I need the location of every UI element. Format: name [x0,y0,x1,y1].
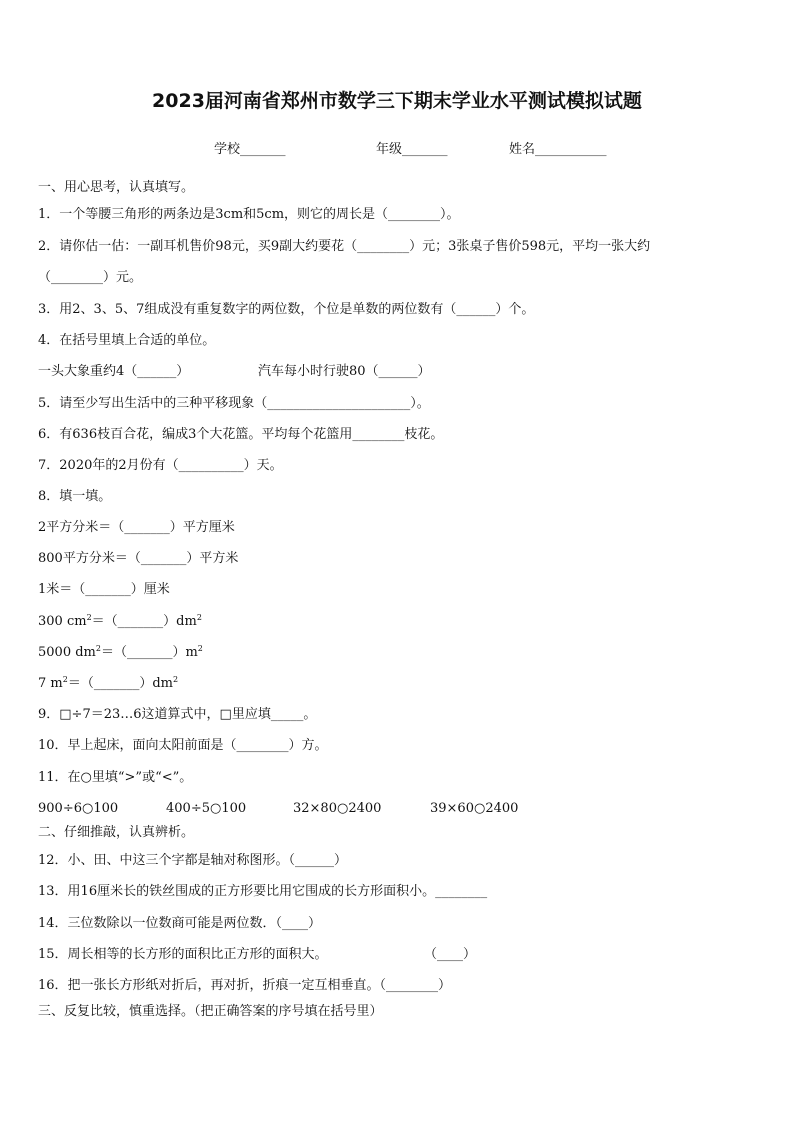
question-14: 14．三位数除以一位数商可能是两位数．（____） [38,916,322,931]
question-11: 11．在○里填“>”或“<”。 [38,770,193,785]
item-e-sup: 2 [95,644,101,653]
question-7: 7．2020年的2月份有（__________）天。 [38,458,283,473]
question-8-item-c: 1米＝（_______）厘米 [38,582,170,597]
question-8-item-d [38,612,202,632]
question-11-item-b: 400÷5○100 [166,801,247,816]
question-13: 13．用16厘米长的铁丝围成的正方形要比用它围成的长方形面积小。________ [38,884,488,899]
item-f-sup2: 2 [172,675,179,684]
item-d-left: 300 cm [38,614,87,629]
question-4-item-b: 汽车每小时行驶80（______） [258,364,431,379]
question-8: 8．填一填。 [38,489,112,504]
question-9: 9．□÷7＝23…6这道算式中，□里应填_____。 [38,707,317,722]
question-8-item-b: 800平方分米＝（_______）平方米 [38,551,239,566]
question-2-line-2: （________）元。 [38,270,143,285]
question-4: 4．在括号里填上合适的单位。 [38,333,216,348]
item-e-right: ＝（_______）m [100,645,198,660]
question-4-item-a: 一头大象重约4（______） [38,364,190,379]
question-11-item-c: 32×80○2400 [293,801,382,816]
question-6: 6．有636枝百合花，编成3个大花篮。平均每个花篮用________枝花。 [38,427,444,442]
question-2-line-1: 2．请你估一估：一副耳机售价98元，买9副大约要花（________）元；3张桌子售价598元，平均一张大约 [38,239,651,254]
question-11-item-a: 900÷6○100 [38,801,119,816]
item-d-sup2: 2 [196,613,202,622]
question-8-item-e [38,643,203,663]
name-field: 姓名___________ [509,142,607,157]
question-15-answer: （____） [424,947,477,962]
question-1: 1．一个等腰三角形的两条边是3cm和5cm，则它的周长是（________）。 [38,207,460,222]
page-title: 2023届河南省郑州市数学三下期末学业水平测试模拟试题 [152,90,642,112]
question-8-item-f [38,674,178,694]
item-f-left: 7 m [38,676,63,691]
question-12: 12．小、田、中这三个字都是轴对称图形。（______） [38,853,348,868]
section-3-heading: 三、反复比较，慎重选择。（把正确答案的序号填在括号里） [38,1004,383,1019]
item-e-sup2: 2 [197,644,203,653]
item-f-right: ＝（_______）dm [67,676,173,691]
item-e-left: 5000 dm [38,645,96,660]
item-f-sup: 2 [62,675,68,684]
question-10: 10．早上起床，面向太阳前面是（________）方。 [38,738,328,753]
item-d-right: ＝（_______）dm [91,614,197,629]
school-field: 学校_______ [214,142,286,157]
question-15: 15．周长相等的长方形的面积比正方形的面积大。 [38,947,328,962]
question-3: 3．用2、3、5、7组成没有重复数字的两位数，个位是单数的两位数有（______）个。 [38,302,535,317]
question-8-item-a: 2平方分米＝（_______）平方厘米 [38,520,235,535]
section-2-heading: 二、仔细推敲，认真辨析。 [38,825,195,840]
grade-field: 年级_______ [376,142,448,157]
question-16: 16．把一张长方形纸对折后，再对折，折痕一定互相垂直。（________） [38,978,452,993]
section-1-heading: 一、用心思考，认真填写。 [38,180,195,195]
question-5: 5．请至少写出生活中的三种平移现象（______________________）。 [38,396,430,411]
question-11-item-d: 39×60○2400 [430,801,519,816]
item-d-sup: 2 [86,613,92,622]
